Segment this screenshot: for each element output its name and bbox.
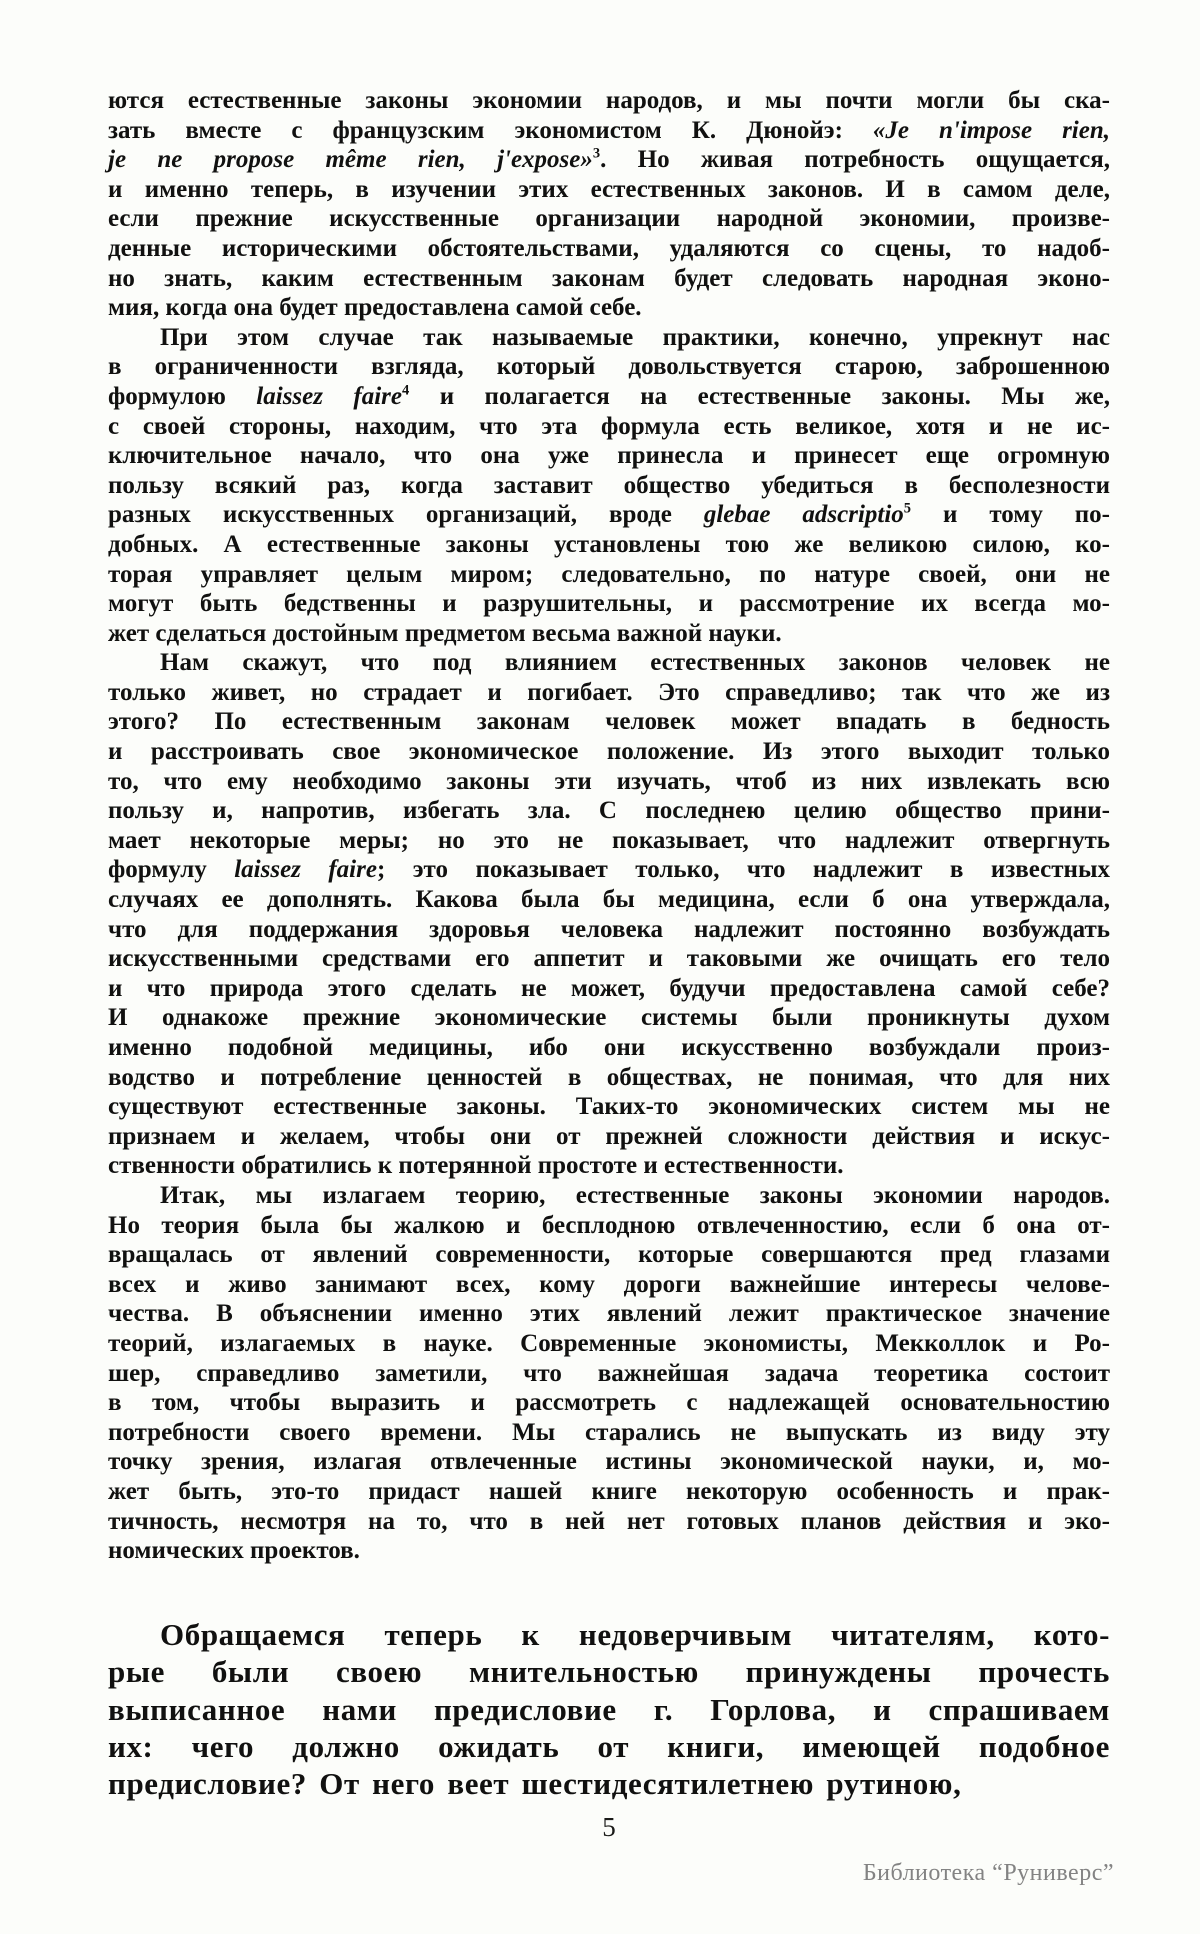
text-line: шер, справедливо заметили, что важнейшая задача теоретика состоит: [108, 1359, 1110, 1387]
lead-paragraph: [108, 1616, 1110, 1803]
text-line: потребности своего времени. Мы старались не выпускать из виду эту: [108, 1418, 1110, 1446]
body-paragraph: [108, 648, 1110, 1181]
footnote-reference: 4: [402, 382, 410, 399]
italic-phrase: «Je n'impose rien,: [872, 116, 1111, 144]
text-line: что для поддержания здоровья человека надлежит постоянно возбуждать: [108, 915, 1110, 943]
text-line: искусственными средствами его аппетит и таковыми же очищать его тело: [108, 945, 1110, 973]
text-line: мает некоторые меры; но это не показывает, что надлежит отвергнуть: [108, 826, 1110, 854]
text-line: Нам скажут, что под влиянием естественных законов человек не: [160, 649, 1110, 677]
text-line: и расстроивать свое экономическое положение. Из этого выходит только: [108, 738, 1110, 766]
text-line: Обращаемся теперь к недоверчивым читателям, кото-: [160, 1616, 1110, 1652]
italic-phrase: laissez faire: [234, 856, 377, 884]
text-line: рые были своею мнительностью принуждены прочесть: [108, 1654, 1110, 1690]
italic-phrase: je ne propose même rien, j'expose»: [108, 146, 593, 174]
text-line: ключительное начало, что она уже принесла и принесет еще огромную: [108, 442, 1110, 470]
text-line: добных. А естественные законы установлены тою же великою силою, ко-: [108, 530, 1110, 558]
text-line: в ограниченности взгляда, который довольствуется старою, заброшенною: [108, 353, 1110, 381]
page-number: 5: [602, 1812, 616, 1842]
text-line: ются естественные законы экономии народов, и мы почти могли бы ска-: [108, 87, 1110, 114]
text-line: теорий, излагаемых в науке. Современные экономисты, Мекколлок и Ро-: [108, 1329, 1110, 1357]
text-line: мия, когда она будет предоставлена самой себе.: [108, 294, 642, 322]
text-line: случаях ее дополнять. Какова была бы медицина, если б она утверждала,: [108, 886, 1110, 914]
text-line: Итак, мы излагаем теорию, естественные законы экономии народов.: [160, 1181, 1110, 1209]
text-line: если прежние искусственные организации народной экономии, произве-: [108, 205, 1110, 233]
text-line: торая управляет целым миром; следовательно, по натуре своей, они не: [108, 560, 1110, 588]
body-paragraph: [108, 86, 1110, 323]
text-line: При этом случае так называемые практики, конечно, упрекнут нас: [160, 323, 1110, 351]
text-line: зать вместе с французским экономистом К. Дюнойэ: «Je n'impose rien,: [108, 116, 1111, 144]
text-line: но знать, каким естественным законам будет следовать народная эконо-: [108, 264, 1110, 292]
text-line: только живет, но страдает и погибает. Это справедливо; так что же из: [108, 678, 1110, 706]
text-line: разных искусственных организаций, вроде glebae adscriptio$^5$ и тому по-: [108, 500, 1111, 529]
text-line: вращалась от явлений современности, которые совершаются пред глазами: [108, 1241, 1110, 1269]
text-line: то, что ему необходимо законы эти изучать, чтоб из них извлекать всю: [108, 767, 1110, 795]
text-line: признаем и желаем, чтобы они от прежней сложности действия и искус-: [108, 1122, 1110, 1150]
italic-phrase: glebae adscriptio: [703, 501, 904, 529]
text-line: именно подобной медицины, ибо они искусственно возбуждали произ-: [108, 1034, 1110, 1061]
text-line: ственности обратились к потерянной простоте и естественности.: [108, 1152, 844, 1180]
footnote-reference: 3: [592, 145, 601, 162]
text-line: номических проектов.: [108, 1537, 360, 1565]
text-line: формулу laissez faire; это показывает только, что надлежит в известных: [108, 856, 1110, 884]
text-line: с своей стороны, находим, что эта формула есть великое, хотя и не ис-: [108, 412, 1110, 440]
text-line: жет быть, это-то придаст нашей книге некоторую особенность и прак-: [108, 1477, 1110, 1505]
text-line: в том, чтобы выразить и рассмотреть с надлежащей основательностию: [108, 1389, 1110, 1417]
body-paragraph: [108, 1181, 1110, 1566]
text-line: существуют естественные законы. Таких-то экономических систем мы не: [108, 1093, 1110, 1121]
italic-phrase: laissez faire: [256, 382, 403, 410]
text-line: водство и потребление ценностей в обществах, не понимая, что для них: [108, 1063, 1110, 1091]
text-line: могут быть бедственны и разрушительны, и рассмотрение их всегда мо-: [108, 590, 1110, 618]
text-line: и что природа этого сделать не может, будучи предоставлена самой себе?: [108, 974, 1110, 1002]
text-line: денные историческими обстоятельствами, удаляются со сцены, то надоб-: [108, 234, 1110, 262]
text-line: и именно теперь, в изучении этих естественных законов. И в самом деле,: [108, 175, 1110, 203]
text-line: пользу и, напротив, избегать зла. С последнею целию общество прини-: [108, 797, 1110, 825]
text-line: Но теория была бы жалкою и бесплодною отвлеченностию, если б она от-: [108, 1211, 1110, 1239]
text-line: жет сделаться достойным предметом весьма важной науки.: [108, 619, 782, 647]
text-line: чества. В объяснении именно этих явлений лежит практическое значение: [108, 1300, 1110, 1328]
text-line: И однакоже прежние экономические системы были проникнуты духом: [108, 1004, 1110, 1032]
text-line: пользу всякий раз, когда заставит общество убедиться в бесполезности: [108, 471, 1110, 499]
text-line: выписанное нами предисловие г. Горлова, и спрашиваем: [108, 1691, 1110, 1727]
footnote-reference: 5: [903, 500, 912, 517]
text-line: их: чего должно ожидать от книги, имеющей подобное: [108, 1728, 1110, 1764]
body-paragraph: [108, 323, 1110, 649]
library-watermark: Библиотека “Руниверс”: [862, 1860, 1114, 1886]
text-line: je ne propose même rien, j'expose»$^3$. Но живая потребность ощущается,: [108, 145, 1110, 174]
text-line: всех и живо занимают всех, кому дороги важнейшие интересы челове-: [108, 1270, 1110, 1298]
text-line: этого? По естественным законам человек может впадать в бедность: [108, 708, 1110, 736]
text-line: предисловие? От него веет шестидесятилетнею рутиною,: [108, 1766, 962, 1802]
page-text: [108, 86, 1110, 1803]
text-line: тичность, несмотря на то, что в ней нет готовых планов действия и эко-: [108, 1507, 1110, 1535]
text-line: формулою laissez faire$^4$ и полагается на естественные законы. Мы же,: [108, 382, 1110, 410]
text-line: точку зрения, излагая отвлеченные истины экономической науки, и, мо-: [108, 1448, 1110, 1476]
